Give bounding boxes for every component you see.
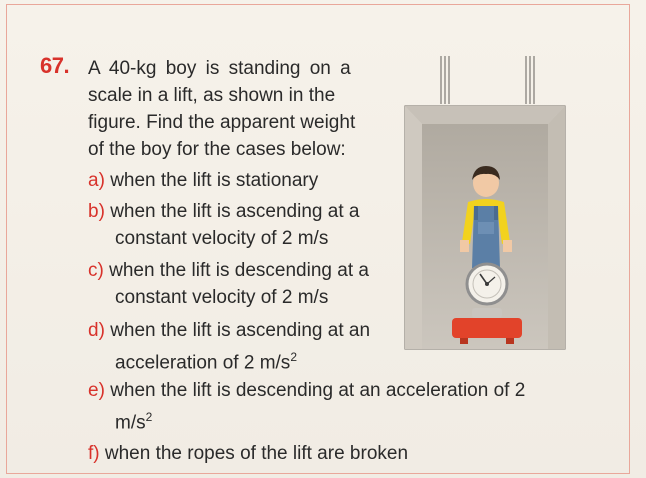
part-text: when the lift is descending at a: [109, 260, 369, 281]
stem-line-1: A 40-kg boy is standing on a: [88, 58, 351, 79]
part-f: [88, 440, 608, 467]
part-text: when the lift is ascending at an: [110, 320, 371, 341]
scale-dial-icon: [467, 264, 507, 304]
part-text-cont: [88, 404, 608, 436]
part-text: when the ropes of the lift are broken: [104, 443, 409, 464]
part-text: when the lift is descending at an acceleration of 2: [110, 380, 526, 401]
part-text-cont: constant velocity of 2 m/s: [115, 287, 329, 308]
part-text-cont-main: m/s: [115, 412, 146, 434]
part-label: f): [88, 443, 100, 464]
part-text: when the lift is stationary: [110, 170, 319, 191]
stem-line-4: of the boy for the cases below:: [88, 139, 346, 160]
stem-line-2: scale in a lift, as shown in the: [88, 85, 336, 106]
superscript: 2: [290, 350, 297, 364]
part-label: b): [88, 201, 105, 222]
problem-stem: [88, 55, 396, 163]
problem-number: 67.: [40, 53, 70, 78]
lift-figure: [400, 56, 572, 351]
stem-line-3: figure. Find the apparent weight: [88, 112, 356, 133]
superscript: 2: [145, 410, 153, 424]
part-label: a): [88, 170, 105, 191]
part-text: when the lift is ascending at a: [110, 201, 360, 222]
part-label: c): [88, 260, 104, 281]
part-e: [88, 377, 608, 436]
part-label: e): [88, 380, 105, 401]
part-text-cont-main: acceleration of 2 m/s: [115, 352, 291, 374]
lift-ropes-icon: [441, 56, 534, 104]
part-label: d): [88, 320, 105, 341]
part-text-cont: constant velocity of 2 m/s: [115, 228, 329, 249]
